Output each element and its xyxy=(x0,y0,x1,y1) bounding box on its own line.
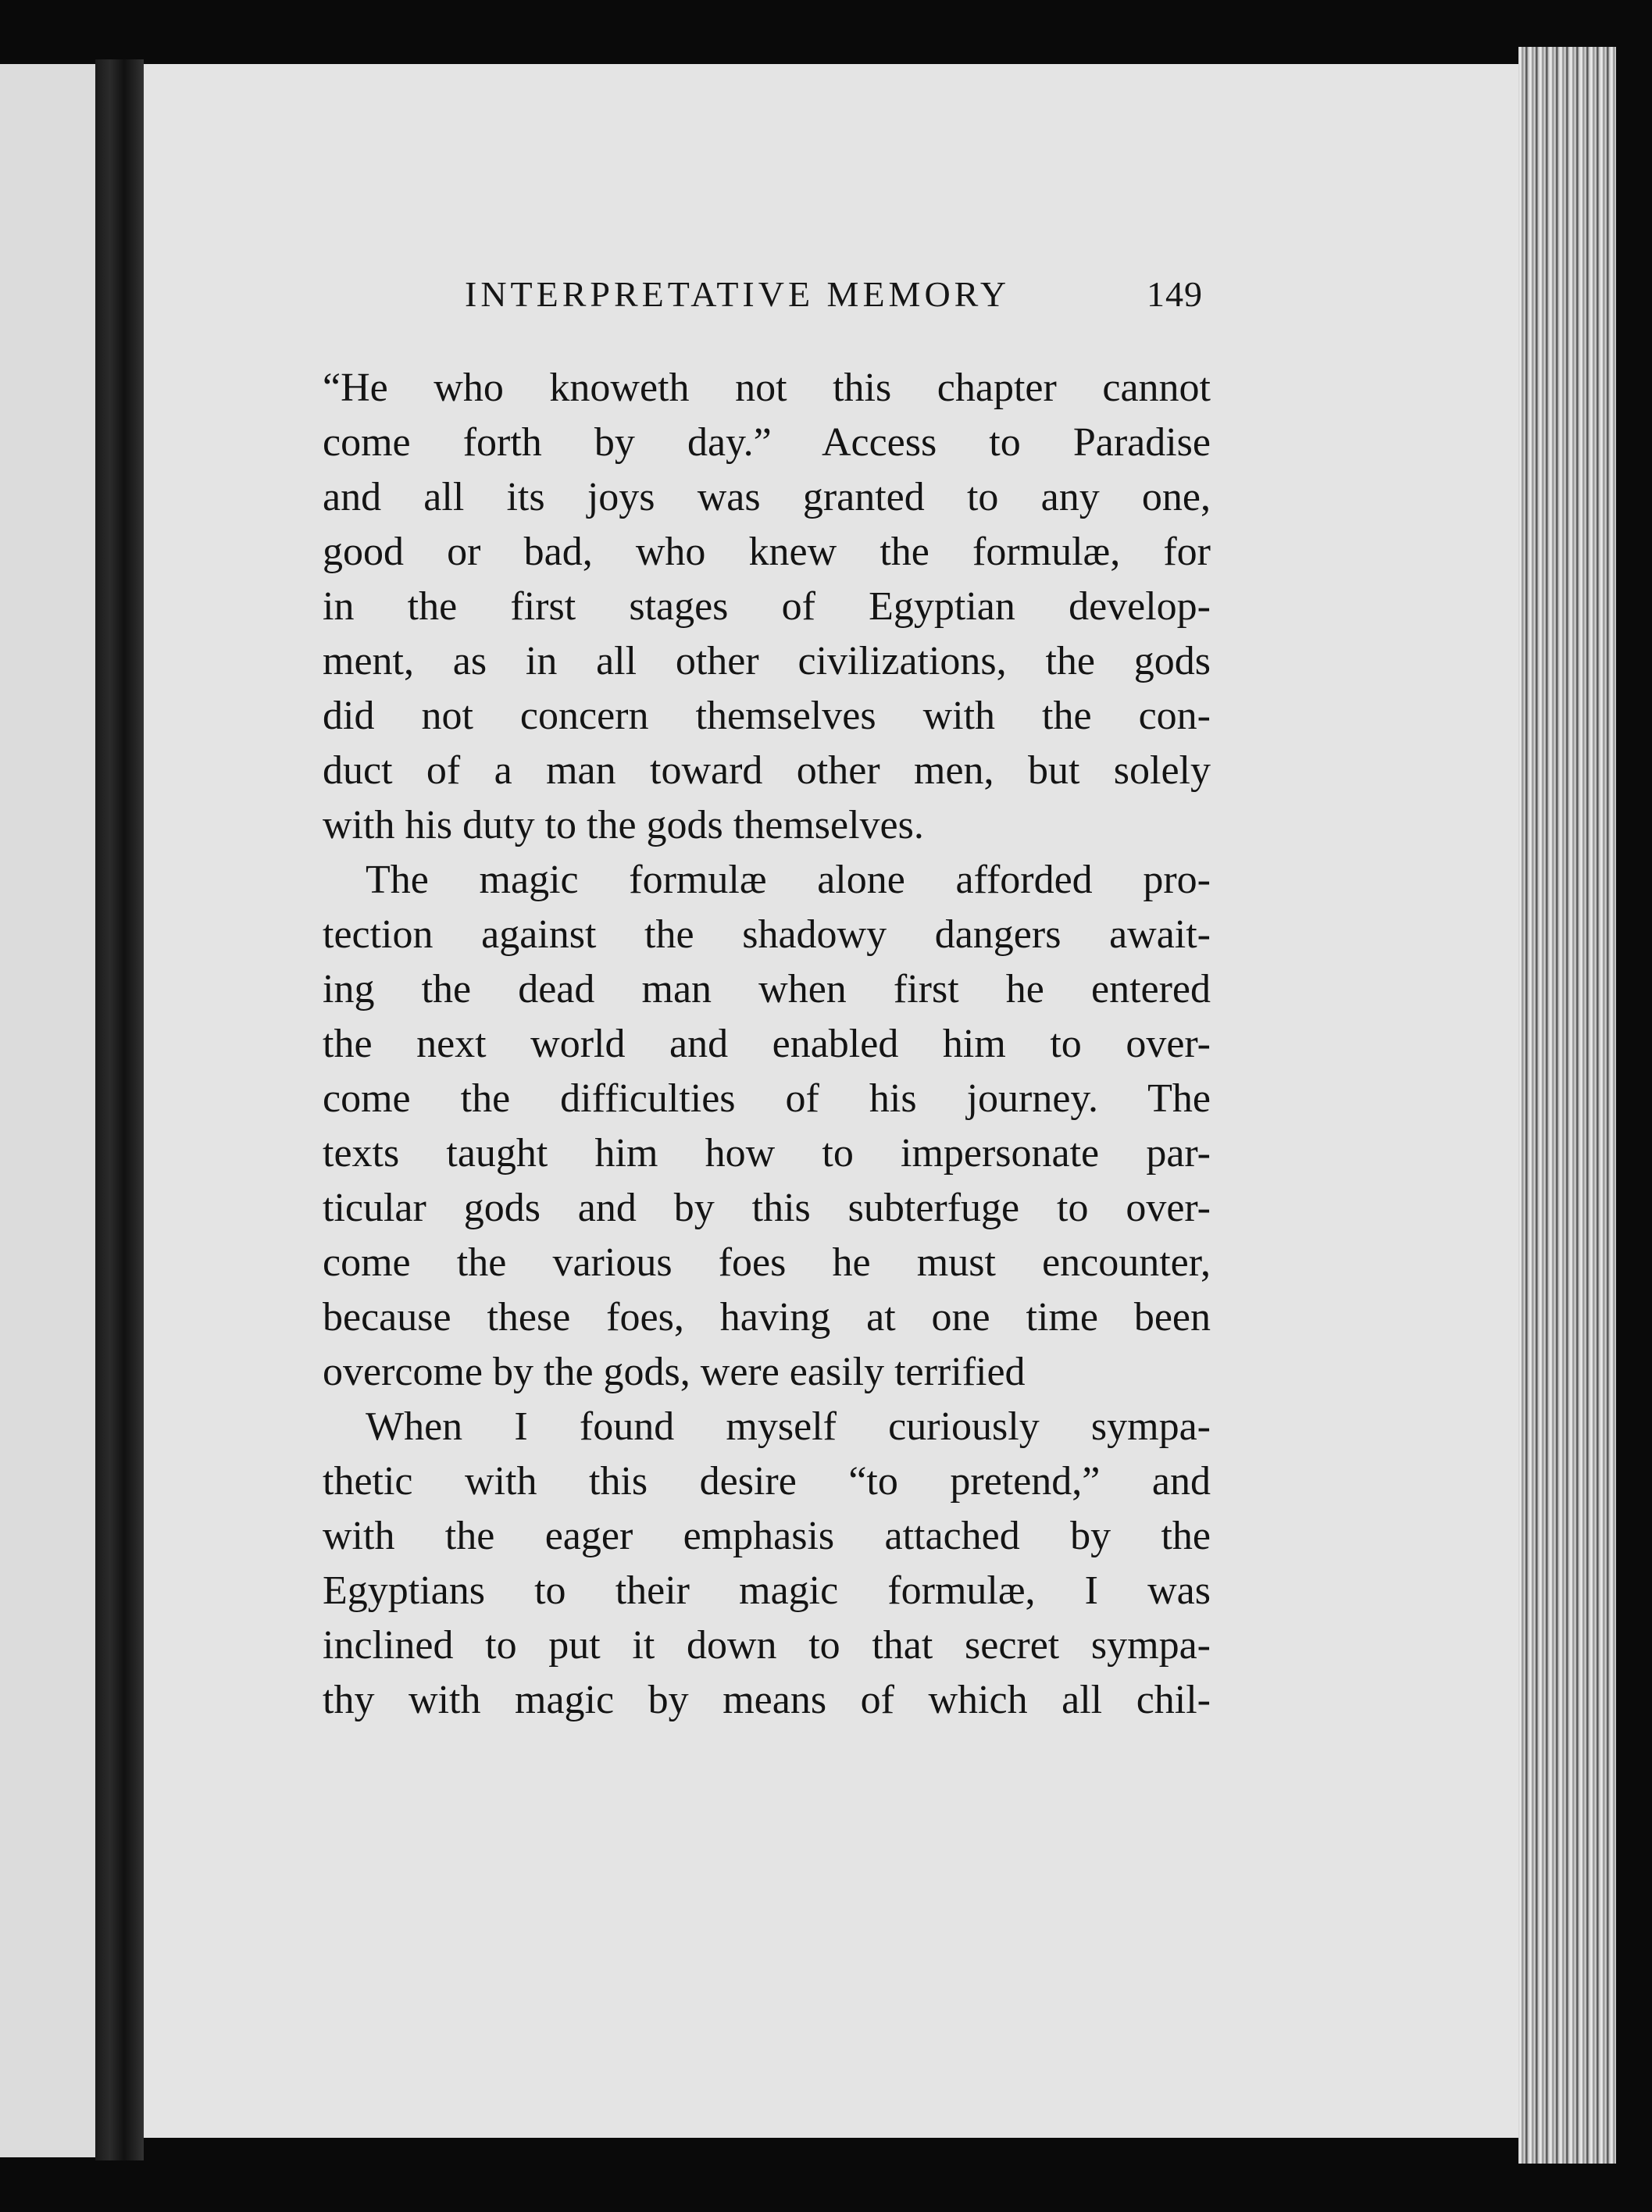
text-line: come the difficulties of his journey. The xyxy=(323,1076,1211,1121)
text-line: overcome by the gods, were easily terrified xyxy=(323,1350,1026,1394)
text-line: come the various foes he must encounter, xyxy=(323,1240,1211,1285)
text-line: When I found myself curiously sympa- xyxy=(366,1404,1211,1449)
text-line: “He who knoweth not this chapter cannot xyxy=(323,366,1211,410)
text-line: texts taught him how to impersonate par- xyxy=(323,1131,1211,1176)
text-line: because these foes, having at one time been xyxy=(323,1295,1211,1340)
body-text xyxy=(323,361,1211,1728)
page-block-edge xyxy=(1518,47,1616,2164)
text-line: the next world and enabled him to over- xyxy=(323,1022,1211,1066)
book-gutter xyxy=(95,59,144,2160)
page-number: 149 xyxy=(1147,274,1203,314)
text-line: thy with magic by means of which all chil- xyxy=(323,1678,1211,1722)
facing-page-edge xyxy=(0,64,95,2157)
text-line: ticular gods and by this subterfuge to over- xyxy=(323,1186,1211,1230)
running-head-title: INTERPRETATIVE MEMORY xyxy=(465,274,1011,314)
text-line: tection against the shadowy dangers await- xyxy=(323,912,1211,957)
text-line: and all its joys was granted to any one, xyxy=(323,475,1211,519)
text-line: good or bad, who knew the formulæ, for xyxy=(323,530,1211,574)
text-line: thetic with this desire “to pretend,” and xyxy=(323,1459,1211,1504)
text-line: duct of a man toward other men, but solely xyxy=(323,748,1211,793)
text-line: inclined to put it down to that secret sympa- xyxy=(323,1623,1211,1668)
text-line: Egyptians to their magic formulæ, I was xyxy=(323,1568,1211,1613)
text-line: ment, as in all other civilizations, the gods xyxy=(323,639,1211,683)
text-line: ing the dead man when first he entered xyxy=(323,967,1211,1011)
text-line: did not concern themselves with the con- xyxy=(323,694,1211,738)
text-line: come forth by day.” Access to Paradise xyxy=(323,420,1211,465)
text-line: in the first stages of Egyptian develop- xyxy=(323,584,1211,629)
text-line: The magic formulæ alone afforded pro- xyxy=(366,858,1211,902)
text-line: with the eager emphasis attached by the xyxy=(323,1514,1211,1558)
text-line: with his duty to the gods themselves. xyxy=(323,803,924,847)
running-head xyxy=(465,273,1203,336)
